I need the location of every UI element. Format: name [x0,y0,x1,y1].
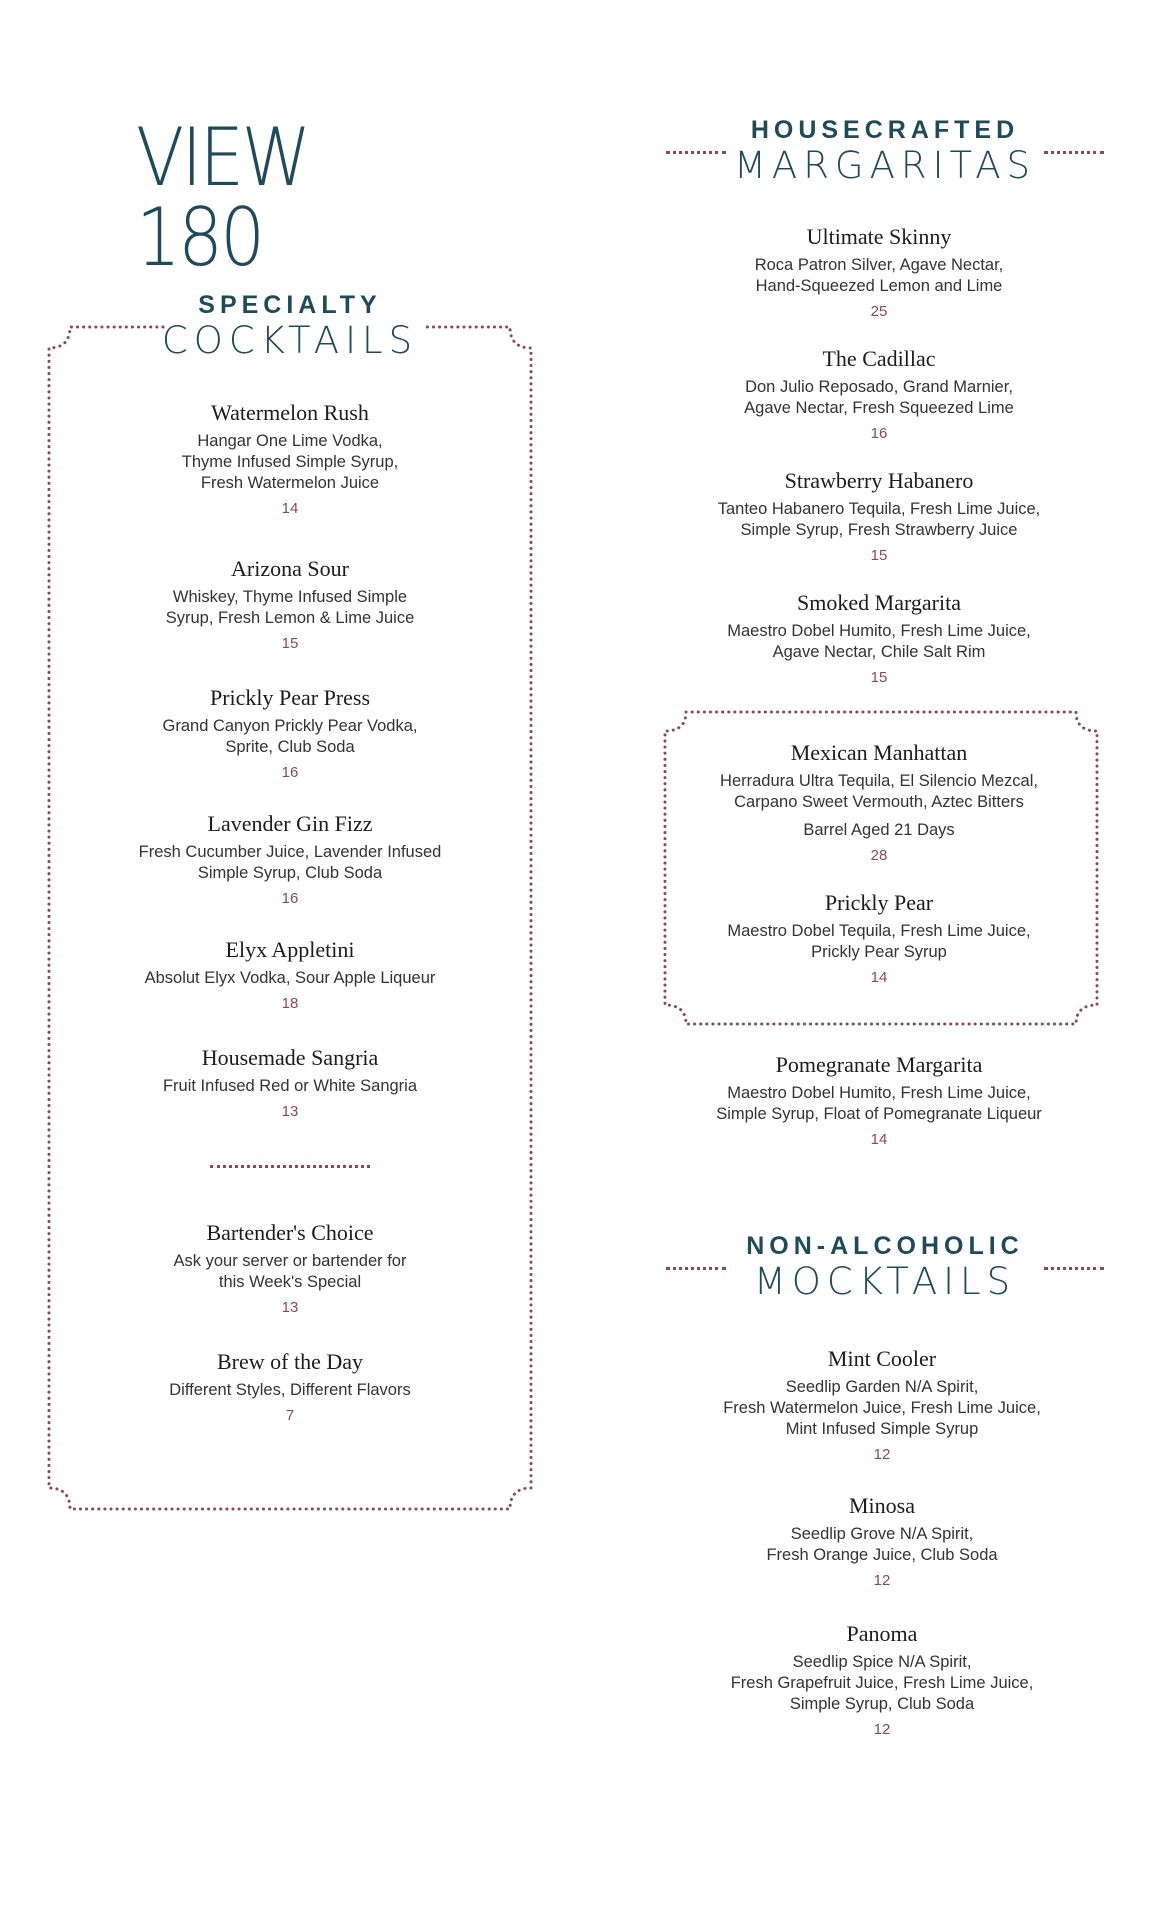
item-description: Seedlip Grove N/A Spirit, Fresh Orange Juice, Club Soda [766,1525,998,1564]
item-price: 18 [281,995,299,1012]
specialty-heading-line2: COCKTAILS [161,319,419,362]
margaritas-heading-line2: MARGARITAS [733,144,1037,187]
item-description: Ask your server or bartender for this Week's Special [173,1252,407,1291]
menu-item [659,890,1099,987]
item-price: 14 [281,500,299,517]
menu-item [659,346,1099,443]
heading-rule-left [666,1267,726,1270]
item-description: Seedlip Garden N/A Spirit, Fresh Watermelon Juice, Fresh Lime Juice, Mint Infused Simple Syrup [723,1378,1041,1438]
item-description: Tanteo Habanero Tequila, Fresh Lime Juice, Simple Syrup, Fresh Strawberry Juice [717,500,1041,539]
item-name: Arizona Sour [231,556,349,581]
item-price: 15 [281,635,299,652]
heading-rule-right [1044,151,1104,154]
mocktails-heading-line2: MOCKTAILS [753,1260,1017,1303]
item-description: Maestro Dobel Humito, Fresh Lime Juice, Simple Syrup, Float of Pomegranate Liqueur [716,1084,1042,1123]
menu-item [70,937,510,1013]
item-name: Panoma [846,1621,918,1646]
item-name: Watermelon Rush [211,400,369,425]
menu-item [70,811,510,908]
item-price: 12 [873,1721,891,1738]
menu-item [659,1052,1099,1149]
item-price: 28 [870,847,888,864]
item-description: Whiskey, Thyme Infused Simple Syrup, Fresh Lemon & Lime Juice [165,588,415,627]
menu-item [659,740,1099,865]
item-description: Maestro Dobel Tequila, Fresh Lime Juice, Prickly Pear Syrup [727,922,1031,961]
menu-item [662,1493,1102,1590]
item-description: Different Styles, Different Flavors [169,1381,411,1399]
item-description: Fresh Cucumber Juice, Lavender Infused Simple Syrup, Club Soda [138,843,442,882]
item-name: Brew of the Day [216,1349,363,1374]
mocktails-heading [730,1231,1040,1303]
menu-item [70,556,510,653]
item-name: Pomegranate Margarita [775,1052,983,1077]
section-divider [210,1165,370,1168]
heading-rule-left [666,151,726,154]
item-price: 12 [873,1446,891,1463]
item-description: Roca Patron Silver, Agave Nectar, Hand-Squeezed Lemon and Lime [754,256,1004,295]
item-price: 15 [870,547,888,564]
item-price: 13 [281,1103,299,1120]
item-name: Ultimate Skinny [806,224,952,249]
item-description: Grand Canyon Prickly Pear Vodka, Sprite, Club Soda [162,717,418,756]
item-name: Prickly Pear Press [209,685,371,710]
menu-item [70,400,510,518]
brand-title: VIEW 180 [136,111,309,284]
menu-item [662,1621,1102,1739]
menu-item [70,685,510,782]
item-name: Lavender Gin Fizz [207,811,373,836]
item-name: Bartender's Choice [206,1220,374,1245]
item-price: 14 [870,969,888,986]
item-price: 16 [281,764,299,781]
item-description: Herradura Ultra Tequila, El Silencio Mezcal, Carpano Sweet Vermouth, Aztec Bitters [720,772,1038,811]
item-description: Don Julio Reposado, Grand Marnier, Agave Nectar, Fresh Squeezed Lime [744,378,1014,417]
item-note: Barrel Aged 21 Days [803,821,955,839]
item-description: Maestro Dobel Humito, Fresh Lime Juice, Agave Nectar, Chile Salt Rim [727,622,1031,661]
item-name: Minosa [849,1493,915,1518]
item-description: Hangar One Lime Vodka, Thyme Infused Simple Syrup, Fresh Watermelon Juice [181,432,399,492]
item-name: Housemade Sangria [201,1045,379,1070]
item-price: 25 [870,303,888,320]
item-description: Fruit Infused Red or White Sangria [162,1077,418,1095]
item-description: Seedlip Spice N/A Spirit, Fresh Grapefruit Juice, Fresh Lime Juice, Simple Syrup, Club Soda [730,1653,1034,1713]
margaritas-heading-line1: HOUSECRAFTED [750,116,1020,144]
item-name: The Cadillac [822,346,936,371]
item-name: Mint Cooler [827,1346,937,1371]
specialty-heading-line1: SPECIALTY [198,291,382,319]
menu-item [70,1220,510,1317]
heading-rule-right [1044,1267,1104,1270]
item-price: 13 [281,1299,299,1316]
specialty-heading [150,290,430,362]
item-price: 14 [870,1131,888,1148]
item-description: Absolut Elyx Vodka, Sour Apple Liqueur [144,969,436,987]
item-name: Prickly Pear [824,890,934,915]
item-price: 7 [285,1407,295,1424]
item-name: Smoked Margarita [797,590,961,615]
menu-item [659,468,1099,565]
margaritas-heading [730,115,1040,187]
item-name: Strawberry Habanero [784,468,974,493]
item-price: 12 [873,1572,891,1589]
item-name: Mexican Manhattan [790,740,968,765]
menu-item [70,1349,510,1425]
menu-item [70,1045,510,1121]
item-price: 15 [870,669,888,686]
menu-item [659,224,1099,321]
item-name: Elyx Appletini [225,937,355,962]
item-price: 16 [281,890,299,907]
menu-item [662,1346,1102,1464]
item-price: 16 [870,425,888,442]
mocktails-heading-line1: NON-ALCOHOLIC [746,1232,1024,1260]
menu-item [659,590,1099,687]
